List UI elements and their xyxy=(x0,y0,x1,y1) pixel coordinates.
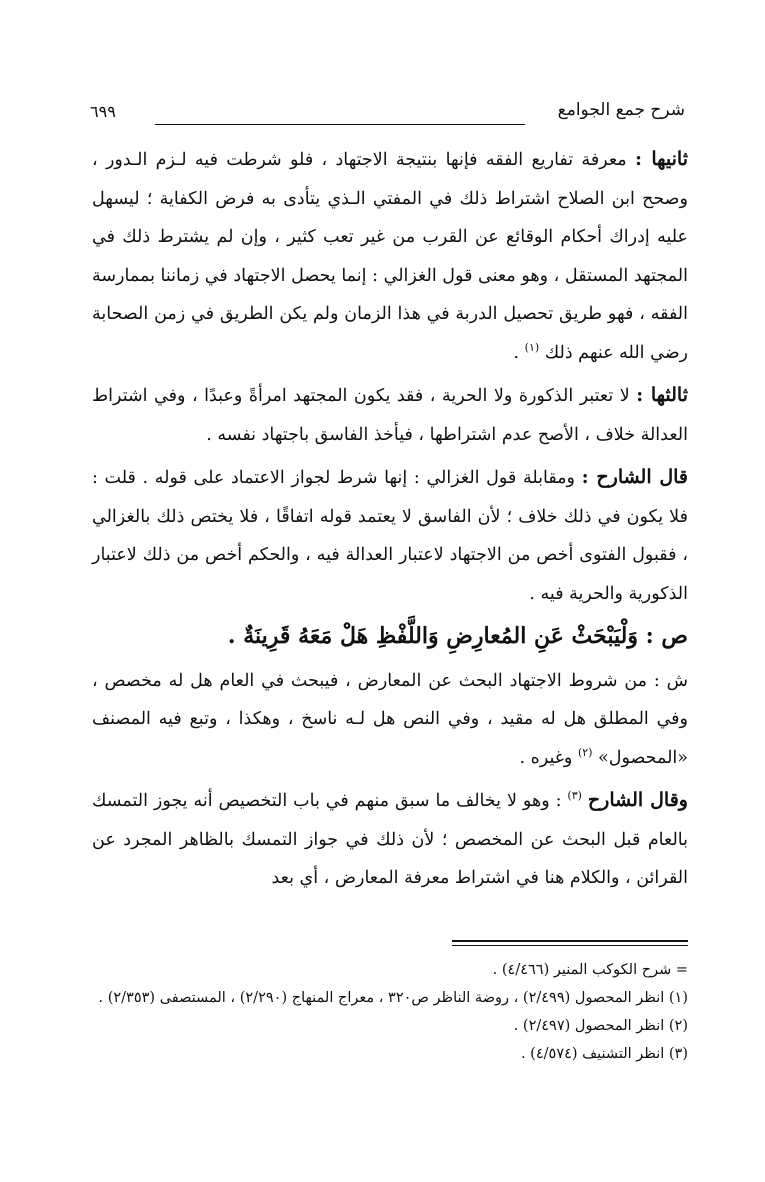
footnote-ref-1: (١) xyxy=(524,340,540,354)
footnote-rule xyxy=(452,940,688,942)
main-text xyxy=(92,140,688,902)
header-rule xyxy=(155,124,525,125)
footnote-2: (٢) انظر المحصول (٢/٤٩٧) . xyxy=(513,1018,688,1034)
paragraph-2-text: لا تعتبر الذكورة ولا الحرية ، فقد يكون المجتهد امرأةً وعبدًا ، وفي اشتراط العدالة خلاف ، الأصح عدم اشتراطها ، فيأخذ الفاسق باجتهاد نفسه . xyxy=(92,386,688,445)
footnote-ref-2: (٢) xyxy=(577,745,593,759)
footnote-ref-3: (٣) xyxy=(567,789,582,803)
paragraph-4-end: وغيره . xyxy=(519,747,578,768)
paragraph-1 xyxy=(92,140,688,372)
matn-line: ص : وَلْيَبْحَثْ عَنِ المُعارِضِ وَاللَّفْظِ هَلْ مَعَهُ قَرِينَةٌ . xyxy=(227,623,688,649)
footnote-rule-thin xyxy=(452,945,688,946)
running-header xyxy=(90,100,685,132)
footnotes xyxy=(88,956,688,1068)
footnote-continued: = شرح الكوكب المنير (٤/٤٦٦) . xyxy=(492,962,688,978)
paragraph-5 xyxy=(92,781,688,898)
paragraph-3-lead: قال الشارح : xyxy=(581,466,688,488)
footnote-3: (٣) انظر التشنيف (٤/٥٧٤) . xyxy=(520,1046,688,1062)
paragraph-2-lead: ثالثها : xyxy=(636,384,688,406)
paragraph-3-text: ومقابلة قول الغزالي : إنها شرط لجواز الاعتماد على قوله . قلت : فلا يكون في ذلك خلاف ؛ لأن الفاسق لا يعتمد قوله اتفاقًا ، فلا يختص ذلك بالغزالي ، فقبول الفتوى أخص من الاجتهاد لاعتبار العدالة فيه ، والحكم أخص من ذلك لاعتبار الذكورية والحرية فيه . xyxy=(92,468,688,604)
paragraph-5-text: : وهو لا يخالف ما سبق منهم في باب التخصيص أنه يجوز التمسك بالعام قبل البحث عن المخصص ؛ لأن ذلك في جواز التمسك بالظاهر المجرد عن القرائن ، والكلام هنا في اشتراط معرفة المعارض ، أي بعد xyxy=(92,791,688,888)
paragraph-1-text: معرفة تفاريع الفقه فإنها بنتيجة الاجتهاد ، فلو شرطت فيه لـزم الـدور ، وصحح ابن الصلاح اشتراط ذلك في المفتي الـذي يتأدى به فرض الكفاية ؛ ليسهل عليه إدراك أحكام الوقائع عن القرب من غير تعب كثير ، وإن لم يشترط ذلك في المجتهد المستقل ، وهو معنى قول الغزالي : إنما يحصل الاجتهاد في زماننا بممارسة الفقه ، فهو طريق تحصيل الدربة في هذا الزمان ولم يكن الطريق في زمن الصحابة رضي الله عنهم ذلك xyxy=(92,150,688,363)
paragraph-1-end: . xyxy=(513,342,525,363)
paragraph-2 xyxy=(92,376,688,454)
page-number: ٦٩٩ xyxy=(90,102,116,121)
paragraph-4 xyxy=(92,662,688,778)
paragraph-5-lead: وقال الشارح xyxy=(587,789,688,811)
footnote-1: (١) انظر المحصول (٢/٤٩٩) ، روضة الناظر ص٣٢٠ ، معراج المنهاج (٢/٢٩٠) ، المستصفى (٢/٣٥٣) . xyxy=(98,990,688,1006)
paragraph-1-lead: ثانيها : xyxy=(634,148,688,170)
running-title: شرح جمع الجوامع xyxy=(557,100,685,120)
paragraph-4-text: ش : من شروط الاجتهاد البحث عن المعارض ، فيبحث في العام هل له مخصص ، وفي المطلق هل له مقيد ، وفي النص هل لـه ناسخ ، وهكذا ، وتبع فيه المصنف «المحصول» xyxy=(92,670,688,768)
paragraph-3 xyxy=(92,458,688,613)
